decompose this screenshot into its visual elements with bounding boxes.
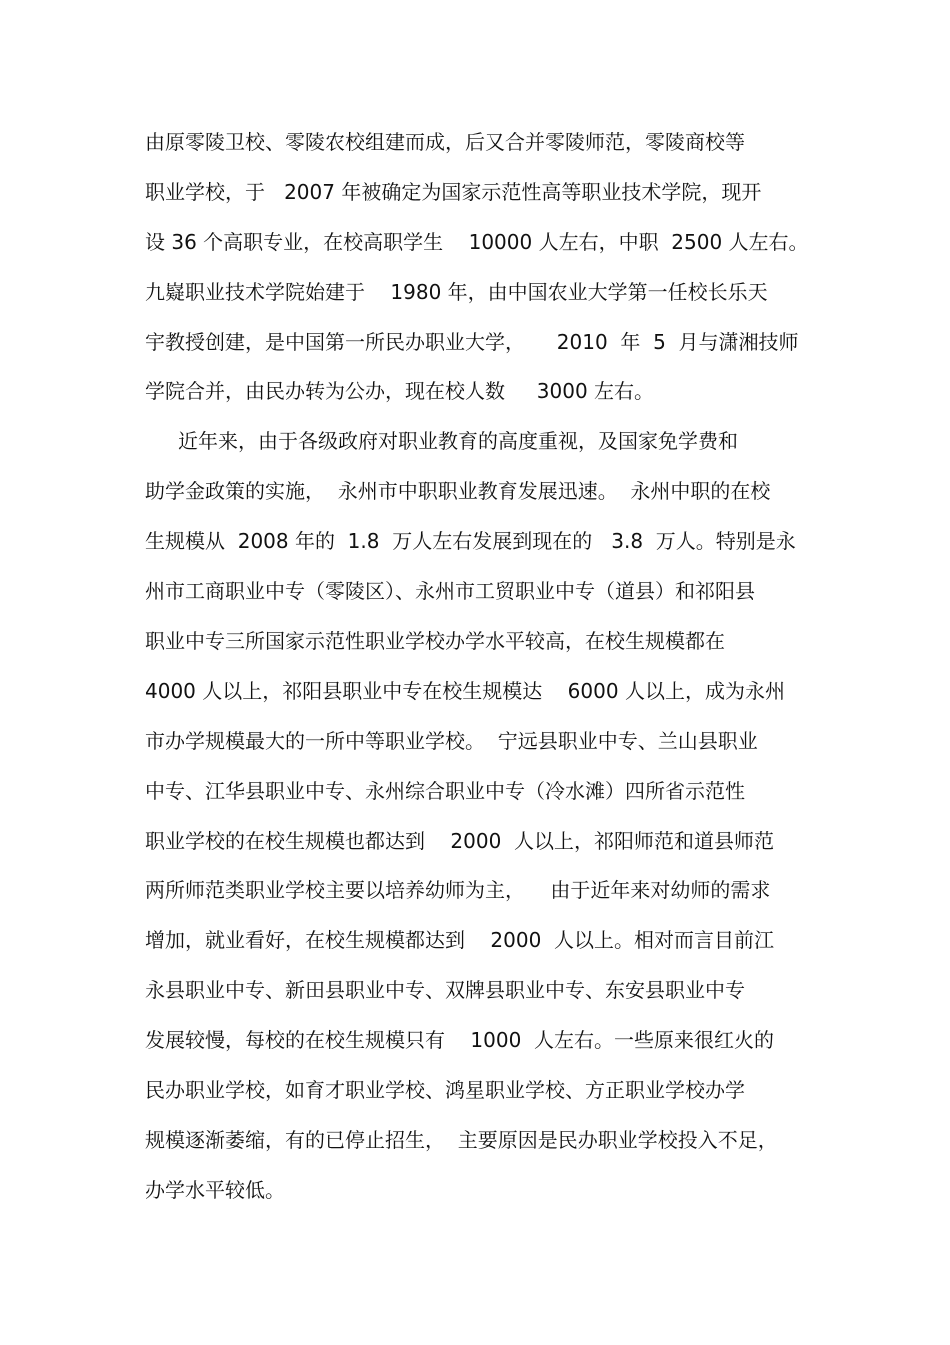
paragraph-first-line: 近年来，由于各级政府对职业教育的高度重视，及国家免学费和 — [178, 429, 738, 453]
text-line: 中专、江华县职业中专、永州综合职业中专（冷水滩）四所省示范性 — [145, 779, 745, 803]
text-line: 九嶷职业技术学院始建于 1980 年，由中国农业大学第一任校长乐天 — [145, 280, 768, 304]
text-line: 永县职业中专、新田县职业中专、双牌县职业中专、东安县职业中专 — [145, 978, 745, 1002]
text-line: 州市工商职业中专（零陵区）、永州市工贸职业中专（道县）和祁阳县 — [145, 579, 755, 603]
text-line: 办学水平较低。 — [145, 1178, 285, 1202]
text-line: 职业中专三所国家示范性职业学校办学水平较高，在校生规模都在 — [145, 629, 725, 653]
text-line: 职业学校的在校生规模也都达到 2000 人以上，祁阳师范和道县师范 — [145, 829, 775, 853]
text-line: 民办职业学校，如育才职业学校、鸿星职业学校、方正职业学校办学 — [145, 1078, 745, 1102]
text-line: 职业学校，于 2007 年被确定为国家示范性高等职业技术学院，现开 — [145, 180, 762, 204]
text-line: 设 36 个高职专业，在校高职学生 10000 人左右，中职 2500 人左右。 — [145, 230, 809, 254]
text-line: 4000 人以上，祁阳县职业中专在校生规模达 6000 人以上，成为永州 — [145, 679, 785, 703]
text-line: 由原零陵卫校、零陵农校组建而成，后又合并零陵师范，零陵商校等 — [145, 130, 745, 154]
text-line: 生规模从 2008 年的 1.8 万人左右发展到现在的 3.8 万人。特别是永 — [145, 529, 796, 553]
text-line: 两所师范类职业学校主要以培养幼师为主， 由于近年来对幼师的需求 — [145, 878, 771, 902]
text-line: 学院合并，由民办转为公办，现在校人数 3000 左右。 — [145, 379, 655, 403]
text-line: 助学金政策的实施， 永州市中职职业教育发展迅速。 永州中职的在校 — [145, 479, 771, 503]
text-line: 宇教授创建，是中国第一所民办职业大学， 2010 年 5 月与潇湘技师 — [145, 330, 799, 354]
text-line: 发展较慢，每校的在校生规模只有 1000 人左右。一些原来很红火的 — [145, 1028, 775, 1052]
text-line: 市办学规模最大的一所中等职业学校。 宁远县职业中专、兰山县职业 — [145, 729, 758, 753]
text-line: 规模逐渐萎缩，有的已停止招生， 主要原因是民办职业学校投入不足， — [145, 1128, 778, 1152]
text-line: 增加，就业看好，在校生规模都达到 2000 人以上。相对而言目前江 — [145, 928, 775, 952]
